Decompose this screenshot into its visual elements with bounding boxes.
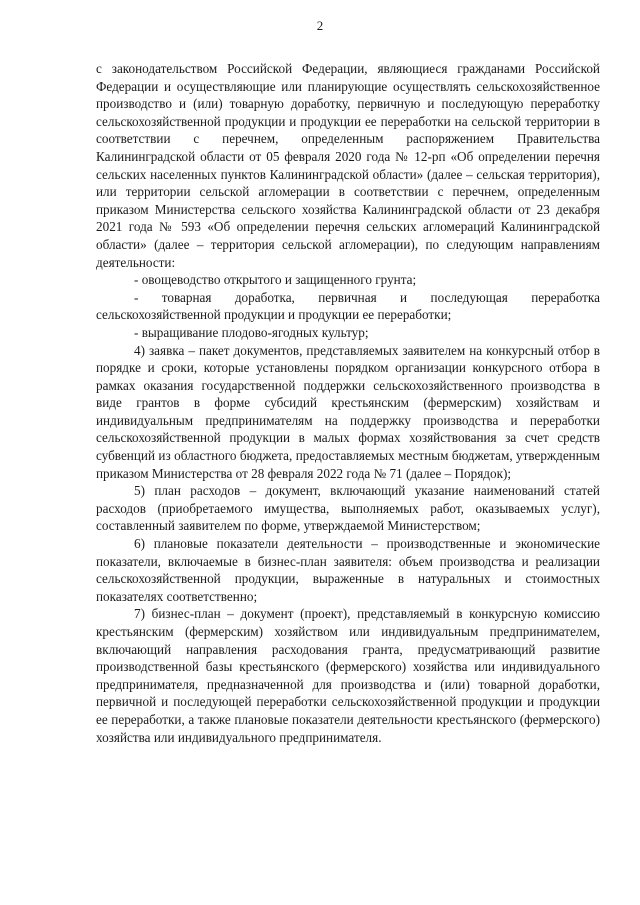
page-number: 2 (316, 18, 324, 33)
definition-application: 4) заявка – пакет документов, представляемых заявителем на конкурсный отбор в порядке и сроки, которые установлены порядком организации конкурсного отбора в рамках оказания государственной поддержки сельскохозяйственного производства в виде грантов в форме субсидий крестьянским (фермерским) хозяйствам и индивидуальным предпринимателям на поддержку производства и переработки сельскохозяйственной продукции в малых формах хозяйствования за счет средств субвенций из областного бюджета, предоставляемых местным бюджетам, утвержденным приказом Министерства от 28 февраля 2022 года № 71 (далее – Порядок); (96, 342, 600, 481)
definition-planned-indicators: 6) плановые показатели деятельности – производственные и экономические показатели, включаемые в бизнес-план заявителя: объем производства и реализации сельскохозяйственной продукции, выраженные в натуральных и стоимостных показателях соответственно; (96, 536, 600, 604)
list-item-fruit: - выращивание плодово-ягодных культур; (134, 324, 369, 340)
definition-business-plan: 7) бизнес-план – документ (проект), представляемый в конкурсную комиссию крестьянским (фермерским) хозяйством или индивидуальным предпринимателем, включающий направления расходования гранта, предусматривающий развитие производственной базы крестьянского (фермерского) хозяйства или индивидуального предпринимателя, предназначенной для производства и (или) товарной доработки, первичной и последующей переработки сельскохозяйственной продукции и продукции ее переработки, а также плановые показатели деятельности крестьянского (фермерского) хозяйства или индивидуального предпринимателя. (96, 606, 600, 745)
list-item-vegetables: - овощеводство открытого и защищенного грунта; (134, 272, 417, 288)
paragraph-continuation: с законодательством Российской Федерации, являющиеся гражданами Российской Федерации и осуществляющие или планирующие осуществлять сельскохозяйственное производство и (или) товарную доработку, первичную и последующую переработку сельскохозяйственной продукции и продукции ее переработки на сельской территории в соответствии с перечнем, определенным распоряжением Правительства Калининградской области от 05 февраля 2020 года № 12-рп «Об определении перечня сельских населенных пунктов Калининградской области» (далее – сельская территория), или территории сельской агломерации в соответствии с перечнем, определенным приказом Министерства сельского хозяйства Калининградской области от 23 декабря 2021 года № 593 «Об определении перечня сельских агломераций Калининградской области» (далее – территория сельской агломерации), по следующим направлениям деятельности: (96, 61, 600, 270)
definition-expense-plan: 5) план расходов – документ, включающий указание наименований статей расходов (приобретаемого имущества, выполняемых работ, оказываемых услуг), составленный заявителем по форме, утверждаемой Министерством; (96, 483, 600, 534)
document-body (96, 60, 600, 746)
list-item-processing: - товарная доработка, первичная и последующая переработка сельскохозяйственной продукции и продукции ее переработки; (96, 289, 600, 323)
